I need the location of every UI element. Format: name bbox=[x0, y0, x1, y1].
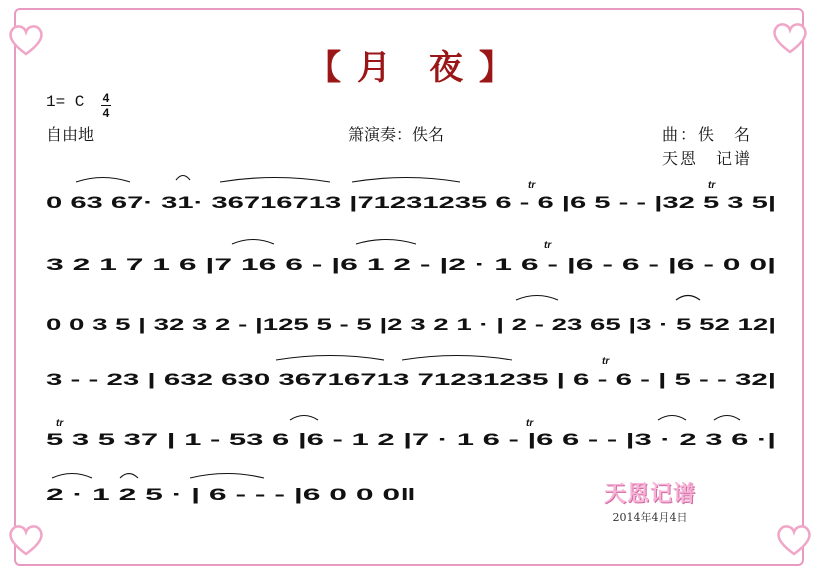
slur-mark bbox=[516, 296, 558, 301]
slur-mark bbox=[676, 296, 700, 301]
score-line: 5 3 5 37 | 1 - 53 6 |6 - 1 2 |7 · 1 6 - |6 6 - - |3 · 2 3 6 ·| bbox=[46, 430, 776, 449]
slur-mark bbox=[658, 416, 686, 421]
tempo-marking: 自由地 bbox=[46, 127, 95, 144]
composer-credit: 曲：佚 名 bbox=[662, 127, 753, 144]
slur-mark bbox=[176, 176, 190, 181]
trill-mark: tr bbox=[526, 418, 534, 429]
transcriber-credit: 天恩 记谱 bbox=[662, 151, 753, 168]
score-line: 2 · 1 2 5 · | 6 - - - |6 0 0 0‖ bbox=[46, 485, 416, 504]
trill-mark: tr bbox=[544, 240, 552, 251]
score-line: 3 2 1 7 1 6 |7 16 6 - |6 1 2 - |2 · 1 6 - |6 - 6 - |6 - 0 0| bbox=[46, 255, 776, 274]
slur-mark bbox=[714, 416, 740, 421]
meter-bottom: 4 bbox=[102, 106, 110, 120]
slur-mark bbox=[76, 178, 130, 183]
score-line: 0 0 3 5 | 32 3 2 - |125 5 - 5 |2 3 2 1 · | 2 - 23 65 |3 · 5 52 12| bbox=[46, 315, 776, 334]
trill-mark: tr bbox=[528, 180, 536, 191]
slur-mark bbox=[276, 356, 384, 361]
slur-mark bbox=[402, 356, 512, 361]
slur-mark bbox=[120, 474, 138, 479]
score-line: 0 63 67· 31· 36716713 |71231235 6 - 6 |6 5 - - |32 5 3 5| bbox=[46, 193, 776, 212]
trill-mark: tr bbox=[56, 418, 64, 429]
slur-mark bbox=[190, 474, 264, 479]
score-line: 3 - - 23 | 632 630 36716713 71231235 | 6 - 6 - | 5 - - 32| bbox=[46, 370, 776, 389]
meter-top: 4 bbox=[102, 91, 110, 105]
slur-mark bbox=[290, 416, 318, 421]
performer-credit: 箫演奏：佚名 bbox=[348, 127, 445, 144]
key-signature: 1= C bbox=[46, 93, 85, 111]
song-title: 【 月 夜 】 bbox=[307, 48, 515, 88]
slur-mark bbox=[52, 474, 92, 479]
transcriber-stamp: 天恩记谱 bbox=[603, 481, 696, 507]
trill-mark: tr bbox=[602, 356, 610, 367]
stamp-date: 2014年4月4日 bbox=[612, 511, 688, 524]
trill-mark: tr bbox=[708, 180, 716, 191]
slur-mark bbox=[232, 240, 274, 245]
slur-mark bbox=[356, 240, 416, 245]
slur-mark bbox=[352, 178, 460, 183]
slur-mark bbox=[220, 178, 330, 183]
